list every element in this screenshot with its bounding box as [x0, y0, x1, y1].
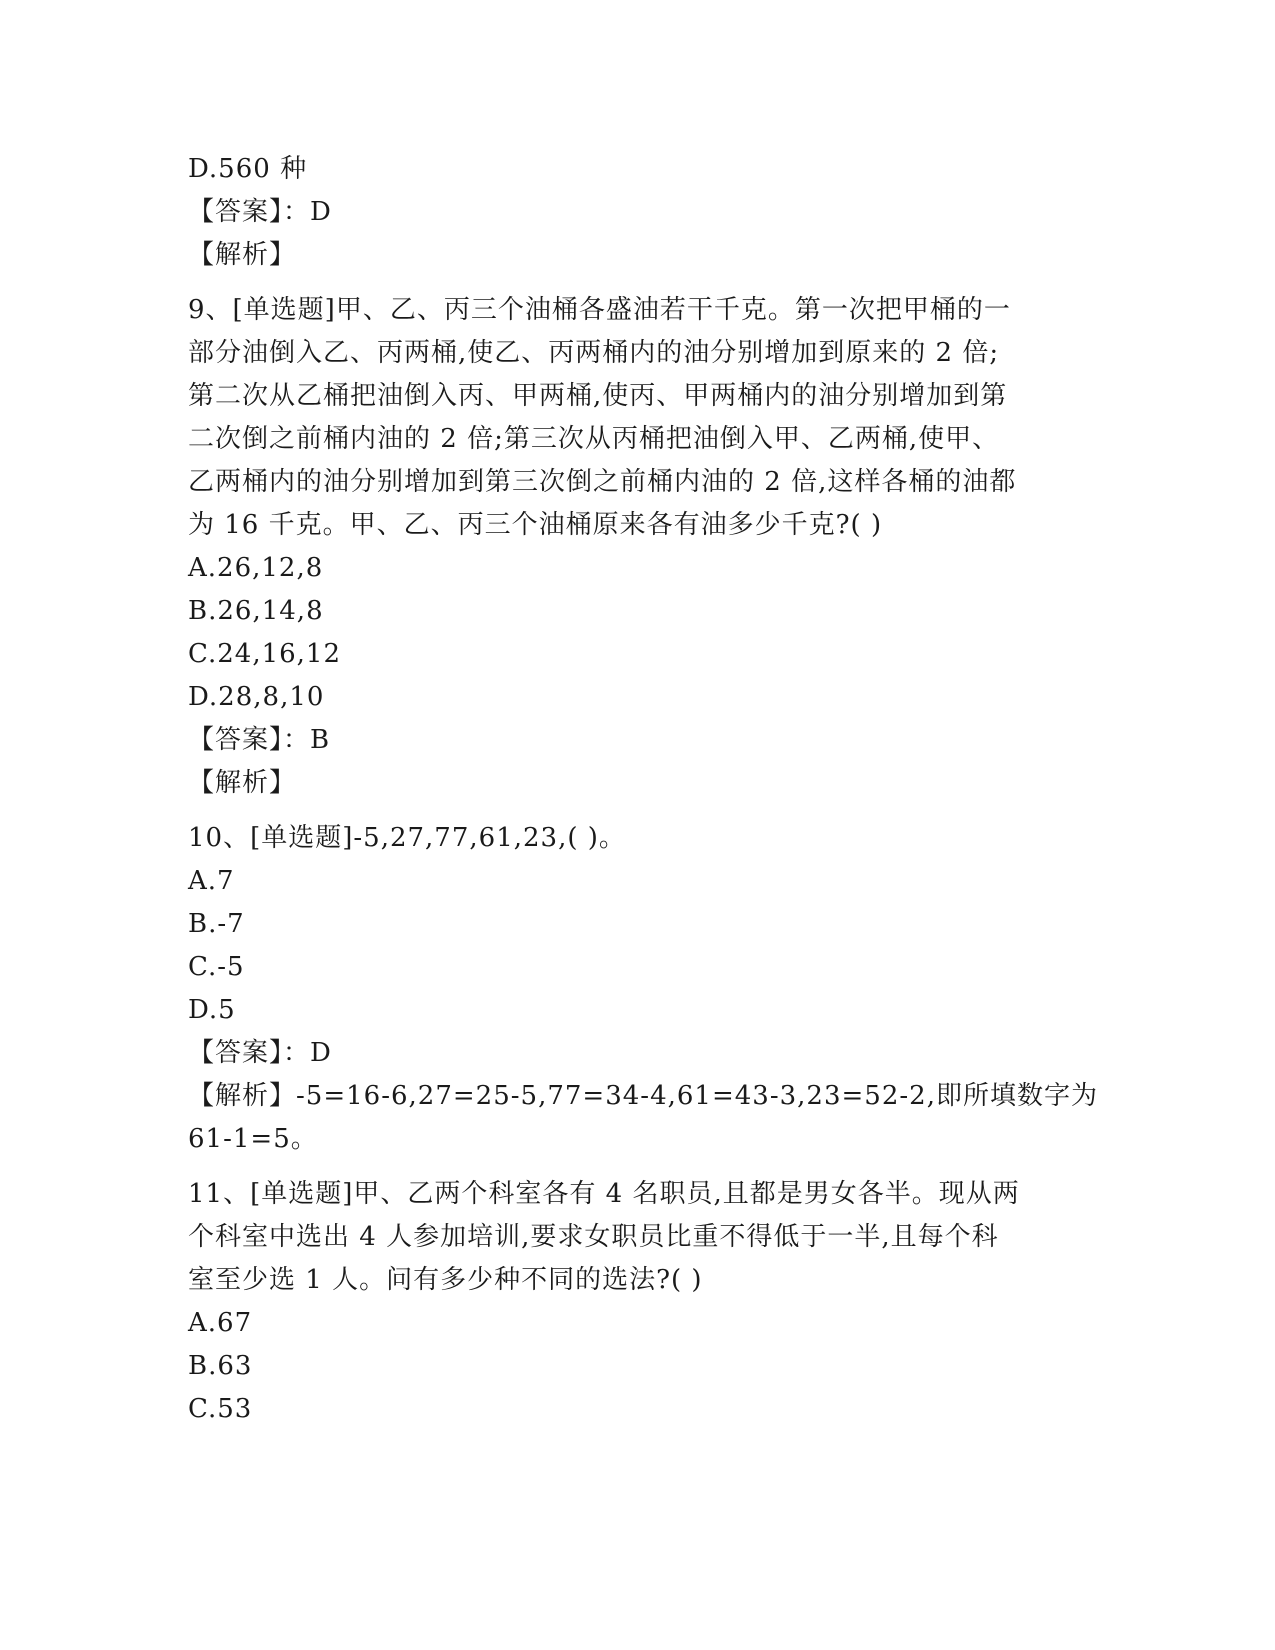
q9-stem-line: 9、[单选题]甲、乙、丙三个油桶各盛油若干千克。第一次把甲桶的一 [188, 295, 1011, 325]
q9-stem-line: 乙两桶内的油分别增加到第三次倒之前桶内油的 2 倍,这样各桶的油都 [188, 467, 1017, 497]
q10-option-c: C.-5 [188, 952, 245, 982]
q11-stem-line: 室至少选 1 人。问有多少种不同的选法?( ) [188, 1265, 703, 1295]
q9-option-b: B.26,14,8 [188, 596, 324, 626]
q9-option-d: D.28,8,10 [188, 682, 325, 712]
q11-option-a: A.67 [188, 1308, 253, 1338]
q9-answer: 【答案】：B [188, 725, 331, 755]
q8-analysis: 【解析】 [188, 240, 297, 270]
q9-option-a: A.26,12,8 [188, 553, 324, 583]
q11-option-b: B.63 [188, 1351, 253, 1381]
q10-analysis-line: 61-1=5。 [188, 1124, 318, 1154]
spacer [188, 277, 1088, 289]
q11-option-c: C.53 [188, 1394, 253, 1424]
q8-answer: 【答案】：D [188, 197, 332, 227]
q11-stem-line: 11、[单选题]甲、乙两个科室各有 4 名职员,且都是男女各半。现从两 [188, 1179, 1020, 1209]
q9-analysis: 【解析】 [188, 768, 297, 798]
spacer [188, 805, 1088, 817]
q10-option-d: D.5 [188, 995, 236, 1025]
q11-stem-line: 个科室中选出 4 人参加培训,要求女职员比重不得低于一半,且每个科 [188, 1222, 999, 1252]
document-page [188, 148, 1098, 1431]
q10-option-b: B.-7 [188, 909, 245, 939]
q10-stem: 10、[单选题]-5,27,77,61,23,( )。 [188, 823, 626, 853]
q9-stem-line: 第二次从乙桶把油倒入丙、甲两桶,使丙、甲两桶内的油分别增加到第 [188, 381, 1008, 411]
q10-answer: 【答案】：D [188, 1038, 332, 1068]
q9-option-c: C.24,16,12 [188, 639, 342, 669]
q9-stem-line: 部分油倒入乙、丙两桶,使乙、丙两桶内的油分别增加到原来的 2 倍; [188, 338, 1000, 368]
q9-stem-line: 二次倒之前桶内油的 2 倍;第三次从丙桶把油倒入甲、乙两桶,使甲、 [188, 424, 1000, 454]
q9-stem-line: 为 16 千克。甲、乙、丙三个油桶原来各有油多少千克?( ) [188, 510, 883, 540]
spacer [188, 1161, 1088, 1173]
q10-analysis-line: 【解析】-5=16-6,27=25-5,77=34-4,61=43-3,23=52-2,即所填数字为 [188, 1081, 1098, 1111]
q8-option-d: D.560 种 [188, 154, 308, 184]
q10-option-a: A.7 [188, 866, 235, 896]
